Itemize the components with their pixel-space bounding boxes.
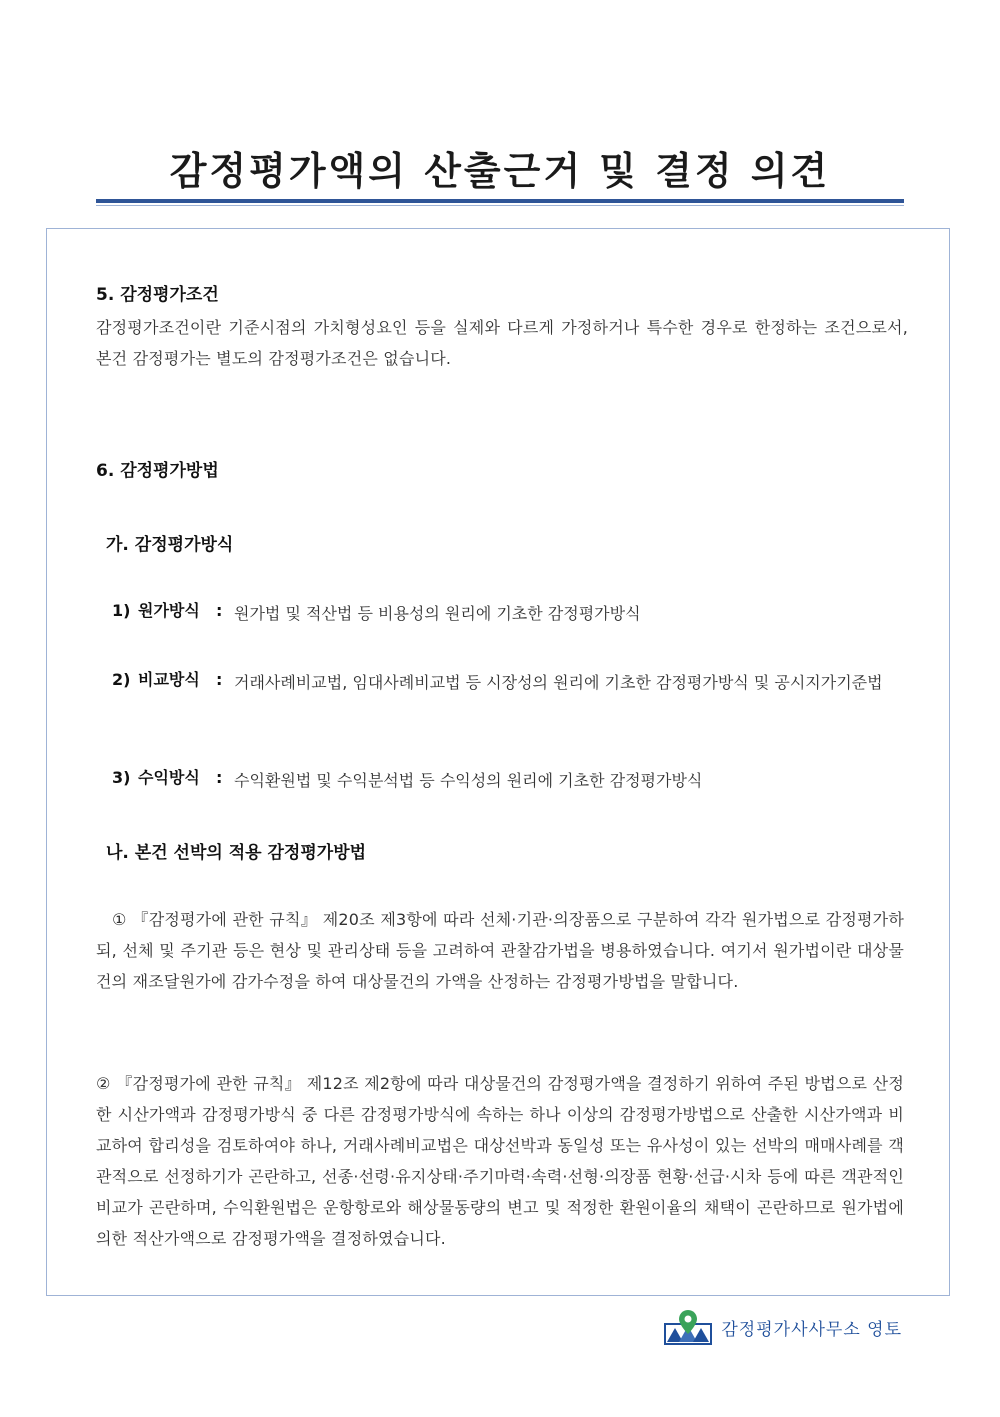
method-label: 비교방식 [138,670,200,689]
sub-b-paragraph-1: ① 『감정평가에 관한 규칙』 제20조 제3항에 따라 선체·기관·의장품으로 구분하여 각각 원가법으로 감정평가하되, 선체 및 주기관 등은 현상 및 관리상태 등을 고려하여 관찰감가법을 병용하였습니다. 여기서 원가법이란 대상물건의 재조달원가에 감가수정을 하여 대상물건의 가액을 산정하는 감정평가방법을 말합니다. [96,910,904,991]
method-desc: 원가법 및 적산법 등 비용성의 원리에 기초한 감정평가방식 [234,604,641,623]
method-colon: : [216,768,223,787]
map-pin-building-logo [663,1308,713,1346]
sub-b-heading: 나. 본건 선박의 적용 감정평가방법 [106,843,367,863]
page-title: 감정평가액의 산출근거 및 결정 의견 [169,149,831,193]
method-num: 2) [112,670,131,689]
sub-b-paragraph-2: ② 『감정평가에 관한 규칙』 제12조 제2항에 따라 대상물건의 감정평가액을 결정하기 위하여 주된 방법으로 산정한 시산가액과 감정평가방식 중 다른 감정평가방식에 속하는 하나 이상의 감정평가방법으로 산출한 시산가액과 비교하여 합리성을 검토하여야 하나, 거래사례비교법은 대상선박과 동일성 또는 유사성이 있는 선박의 매매사례를 객관적으로 선정하기가 곤란하고, 선종·선령·유지상태·주기마력·속력·선형·의장품 현황·선급·시차 등에 따른 객관적인 비교가 곤란하며, 수익환원법은 운항항로와 해상물동량의 변고 및 적정한 환원이율의 채택이 곤란하므로 원가법에 의한 적산가액으로 감정평가액을 결정하였습니다. [96,1074,904,1248]
method-colon: : [216,670,223,689]
sub-a-heading: 가. 감정평가방식 [106,535,234,555]
method-desc: 수익환원법 및 수익분석법 등 수익성의 원리에 기초한 감정평가방식 [234,771,703,790]
title-underline [96,199,904,203]
section5-body: 감정평가조건이란 기준시점의 가치형성요인 등을 실제와 다르게 가정하거나 특수한 경우로 한정하는 조건으로서, 본건 감정평가는 별도의 감정평가조건은 없습니다. [96,318,908,368]
method-colon: : [216,601,223,620]
method-num: 1) [112,601,131,620]
company-name: 감정평가사사무소 영토 [721,1319,902,1340]
method-label: 원가방식 [138,601,200,620]
method-item-income [112,765,912,796]
section6-heading: 6. 감정평가방법 [96,461,219,481]
title-underline-thin [96,205,904,206]
footer [663,1307,902,1347]
method-num: 3) [112,768,131,787]
method-desc: 거래사례비교법, 임대사례비교법 등 시장성의 원리에 기초한 감정평가방식 및 공시지가기준법 [234,673,883,692]
method-item-comparison [112,667,912,698]
method-label: 수익방식 [138,768,200,787]
section5-heading: 5. 감정평가조건 [96,285,219,305]
method-item-cost [112,598,912,629]
